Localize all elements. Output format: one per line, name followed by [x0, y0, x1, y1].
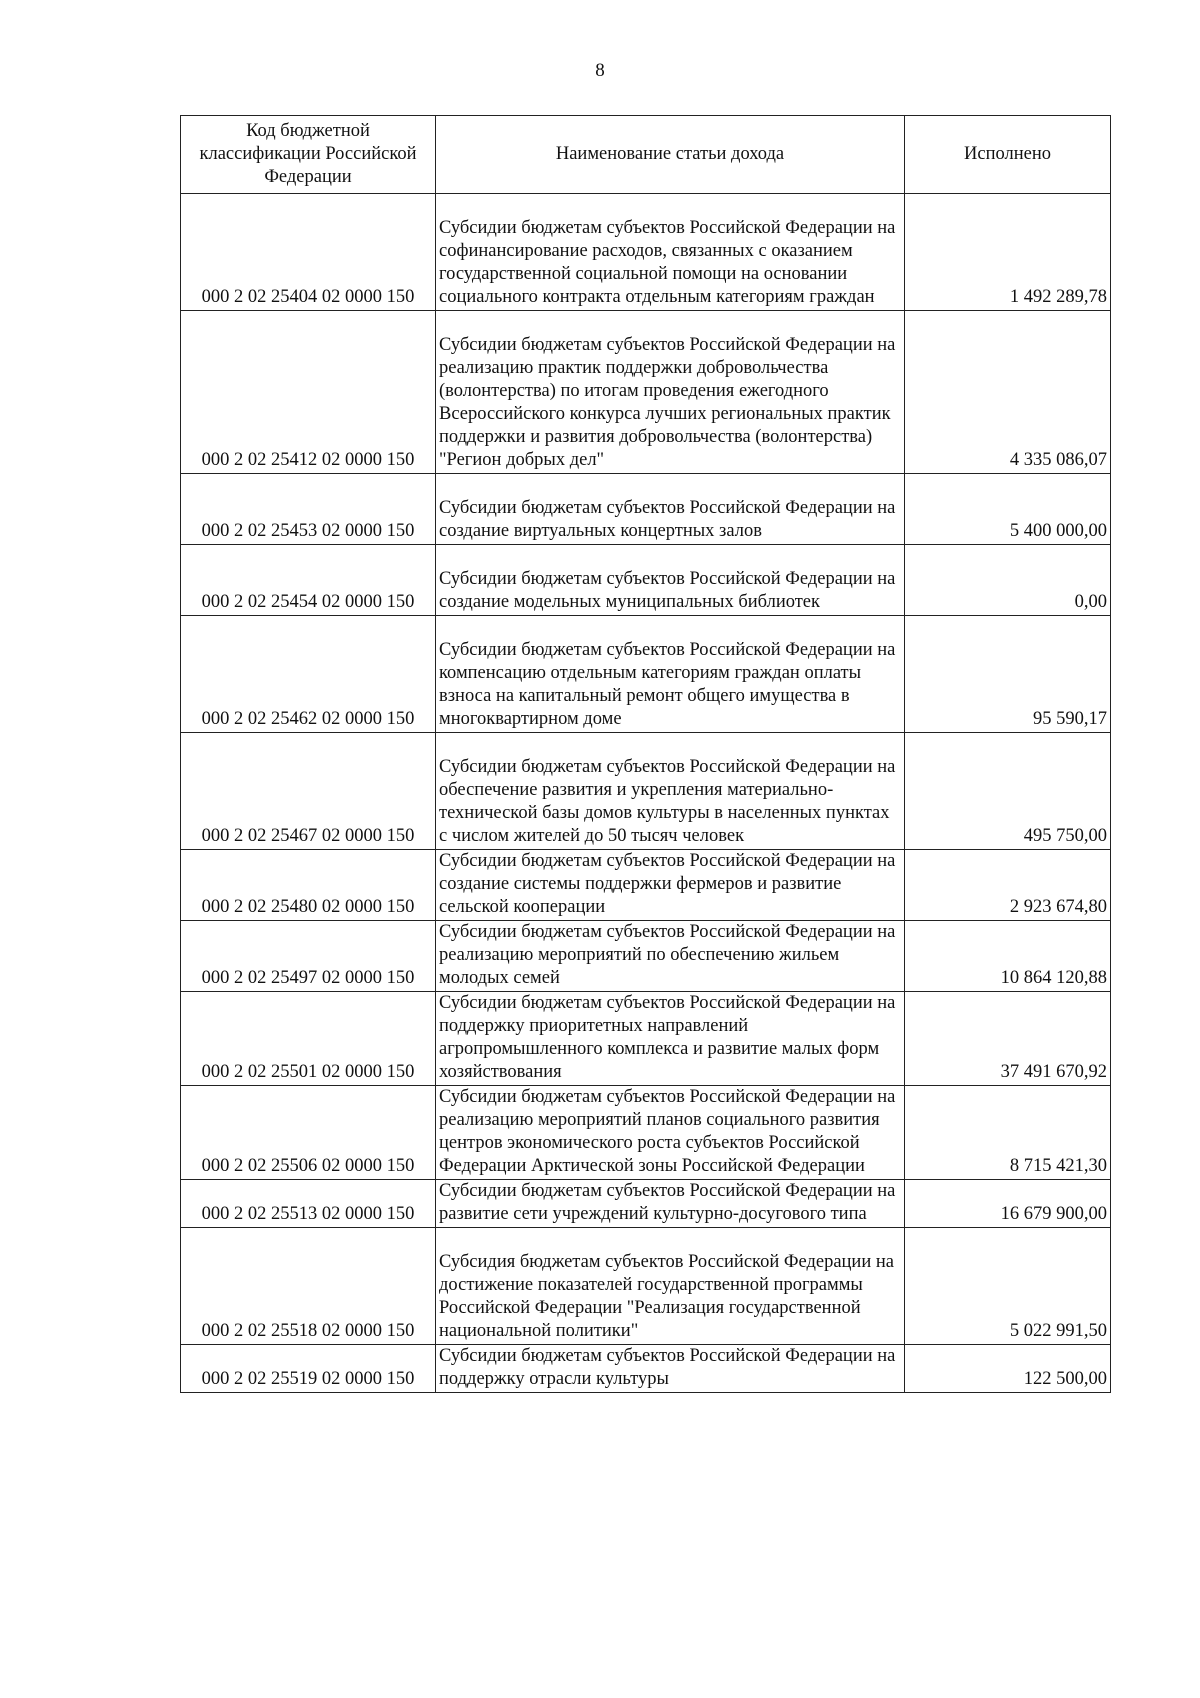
table-row: [181, 1086, 1111, 1180]
revenue-name-cell: Субсидии бюджетам субъектов Российской Федерации на развитие сети учреждений культурно-досугового типа: [436, 1180, 905, 1228]
budget-code-cell: 000 2 02 25467 02 0000 150: [181, 733, 436, 850]
table-row: [181, 992, 1111, 1086]
table-row: [181, 1345, 1111, 1393]
table-row: [181, 733, 1111, 850]
amount-cell: 10 864 120,88: [905, 921, 1111, 992]
table-row: [181, 850, 1111, 921]
budget-code-cell: 000 2 02 25519 02 0000 150: [181, 1345, 436, 1393]
table-row: [181, 921, 1111, 992]
page-number: 8: [595, 60, 605, 81]
revenue-name-cell: Субсидии бюджетам субъектов Российской Федерации на создание модельных муниципальных библиотек: [436, 545, 905, 616]
header-code: Код бюджетной классификации Российской Федерации: [181, 116, 436, 194]
amount-cell: 5 400 000,00: [905, 474, 1111, 545]
amount-cell: 122 500,00: [905, 1345, 1111, 1393]
budget-code-cell: 000 2 02 25497 02 0000 150: [181, 921, 436, 992]
revenue-name-cell: Субсидии бюджетам субъектов Российской Федерации на реализацию практик поддержки добровольчества (волонтерства) по итогам проведения ежегодного Всероссийского конкурса лучших региональных практик поддержки и развития добровольчества (волонтерства) "Регион добрых дел": [436, 311, 905, 474]
table-row: [181, 474, 1111, 545]
budget-code-cell: 000 2 02 25412 02 0000 150: [181, 311, 436, 474]
budget-code-cell: 000 2 02 25501 02 0000 150: [181, 992, 436, 1086]
revenue-name-cell: Субсидии бюджетам субъектов Российской Федерации на обеспечение развития и укрепления материально-технической базы домов культуры в населенных пунктах с числом жителей до 50 тысяч человек: [436, 733, 905, 850]
budget-code-cell: 000 2 02 25518 02 0000 150: [181, 1228, 436, 1345]
budget-code-cell: 000 2 02 25404 02 0000 150: [181, 194, 436, 311]
amount-cell: 1 492 289,78: [905, 194, 1111, 311]
revenue-name-cell: Субсидии бюджетам субъектов Российской Федерации на реализацию мероприятий планов социального развития центров экономического роста субъектов Российской Федерации Арктической зоны Российской Федерации: [436, 1086, 905, 1180]
table-row: [181, 311, 1111, 474]
budget-code-cell: 000 2 02 25453 02 0000 150: [181, 474, 436, 545]
table-row: [181, 194, 1111, 311]
budget-code-cell: 000 2 02 25454 02 0000 150: [181, 545, 436, 616]
revenue-table: [180, 115, 1111, 1393]
revenue-name-cell: Субсидии бюджетам субъектов Российской Федерации на поддержку приоритетных направлений агропромышленного комплекса и развитие малых форм хозяйствования: [436, 992, 905, 1086]
revenue-name-cell: Субсидии бюджетам субъектов Российской Федерации на создание виртуальных концертных залов: [436, 474, 905, 545]
budget-code-cell: 000 2 02 25480 02 0000 150: [181, 850, 436, 921]
header-executed: Исполнено: [905, 116, 1111, 194]
budget-code-cell: 000 2 02 25462 02 0000 150: [181, 616, 436, 733]
header-name: Наименование статьи дохода: [436, 116, 905, 194]
budget-code-cell: 000 2 02 25506 02 0000 150: [181, 1086, 436, 1180]
amount-cell: 4 335 086,07: [905, 311, 1111, 474]
revenue-name-cell: Субсидии бюджетам субъектов Российской Федерации на компенсацию отдельным категориям граждан оплаты взноса на капитальный ремонт общего имущества в многоквартирном доме: [436, 616, 905, 733]
revenue-name-cell: Субсидии бюджетам субъектов Российской Федерации на софинансирование расходов, связанных с оказанием государственной социальной помощи на основании социального контракта отдельным категориям граждан: [436, 194, 905, 311]
amount-cell: 37 491 670,92: [905, 992, 1111, 1086]
table-header-row: [181, 116, 1111, 194]
amount-cell: 8 715 421,30: [905, 1086, 1111, 1180]
table-row: [181, 1228, 1111, 1345]
table-row: [181, 1180, 1111, 1228]
amount-cell: 95 590,17: [905, 616, 1111, 733]
amount-cell: 5 022 991,50: [905, 1228, 1111, 1345]
revenue-name-cell: Субсидии бюджетам субъектов Российской Федерации на поддержку отрасли культуры: [436, 1345, 905, 1393]
amount-cell: 0,00: [905, 545, 1111, 616]
amount-cell: 16 679 900,00: [905, 1180, 1111, 1228]
revenue-name-cell: Субсидии бюджетам субъектов Российской Федерации на создание системы поддержки фермеров и развитие сельской кооперации: [436, 850, 905, 921]
revenue-name-cell: Субсидия бюджетам субъектов Российской Федерации на достижение показателей государственной программы Российской Федерации "Реализация государственной национальной политики": [436, 1228, 905, 1345]
table-row: [181, 616, 1111, 733]
amount-cell: 495 750,00: [905, 733, 1111, 850]
amount-cell: 2 923 674,80: [905, 850, 1111, 921]
table-row: [181, 545, 1111, 616]
revenue-name-cell: Субсидии бюджетам субъектов Российской Федерации на реализацию мероприятий по обеспечению жильем молодых семей: [436, 921, 905, 992]
budget-code-cell: 000 2 02 25513 02 0000 150: [181, 1180, 436, 1228]
